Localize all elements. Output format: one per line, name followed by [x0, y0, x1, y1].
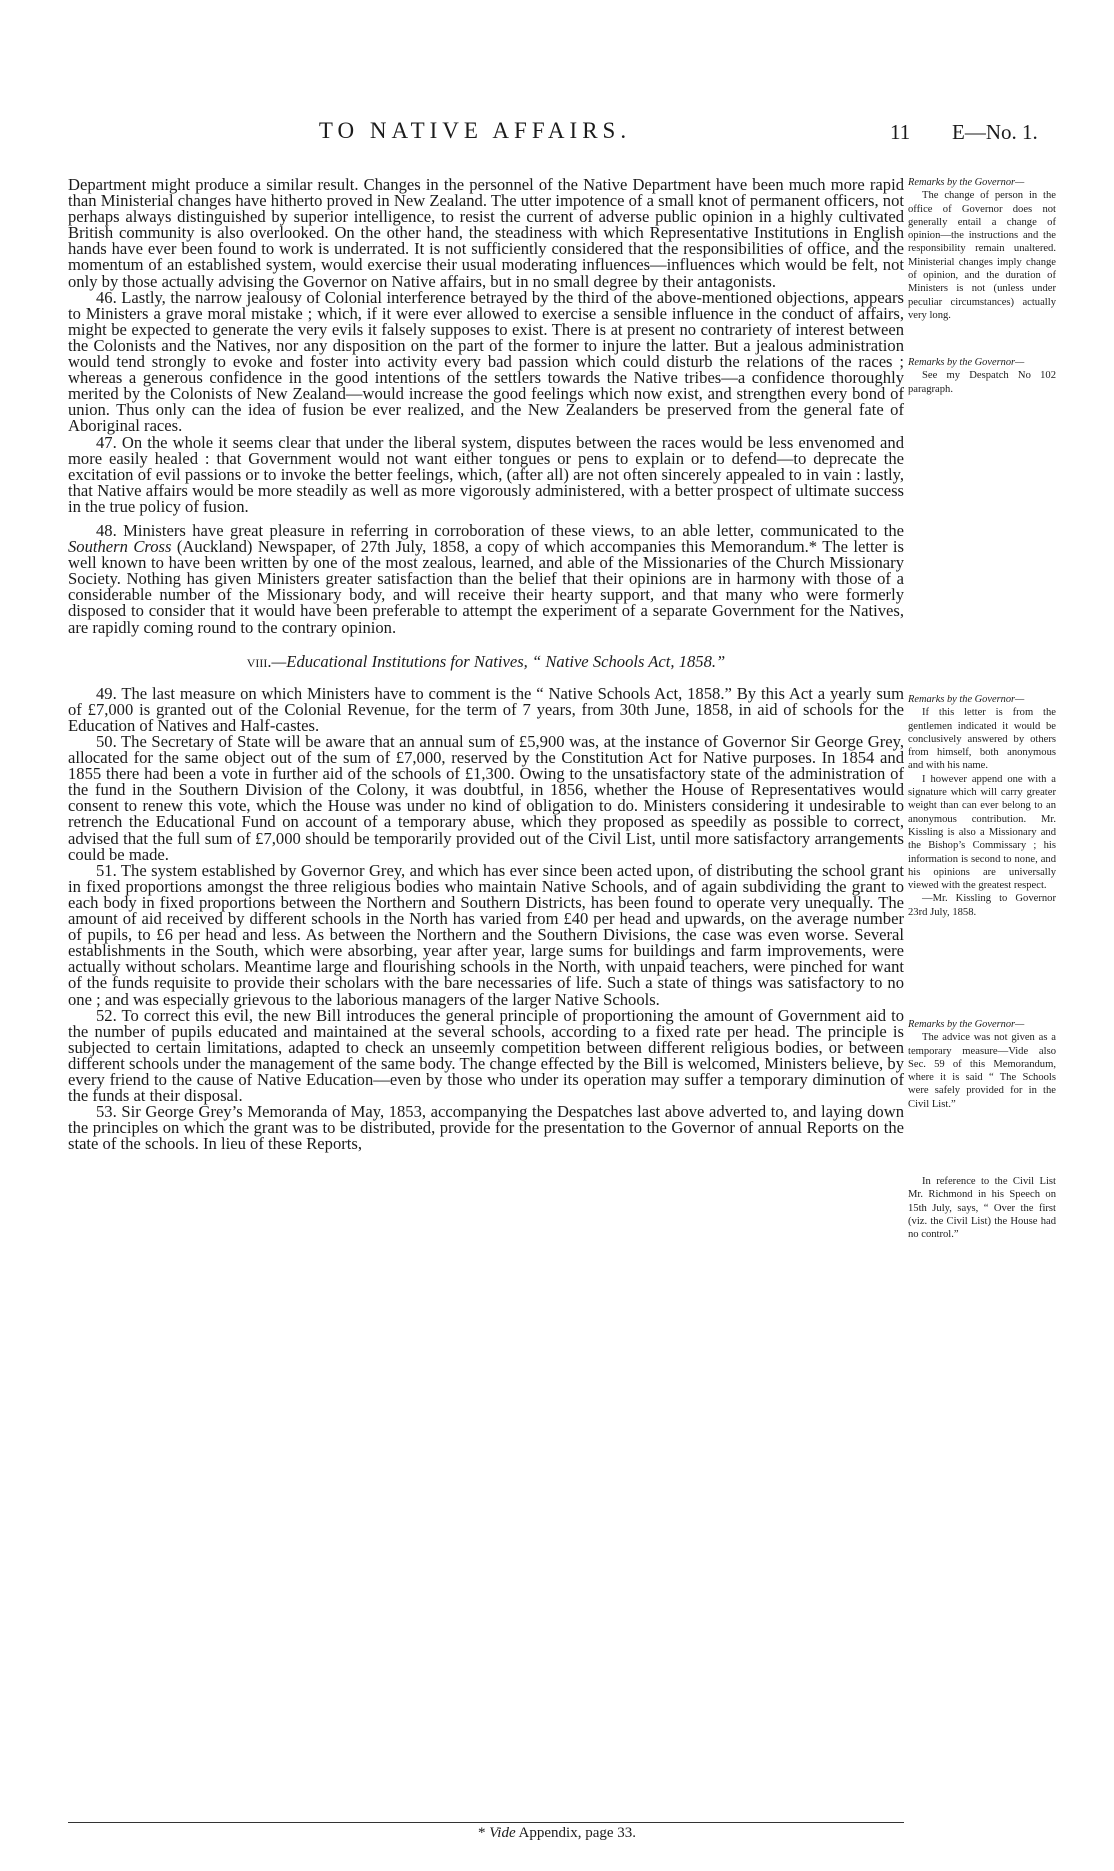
section-title: —Educational Institutions for Natives, [271, 651, 528, 671]
section-act-name: “ Native Schools Act, 1858.” [527, 651, 726, 671]
section-numeral: viii. [246, 651, 272, 671]
margin-note-text: The advice was not given as a temporary measure—Vide also Sec. 59 of this Memorandum, where it is said “ The Schools were safely provided for in the Civil List.” [908, 1032, 1056, 1110]
margin-note-text-continued: I however append one with a signature which will carry greater weight than can ever belong to an anonymous contribution. Mr. Kissling is also a Missionary and the Bishop’s Commissary ; his information is second to none, and his opinions are universally viewed with the greatest respect. [908, 773, 1056, 892]
paragraph-48-part-b: (Auckland) Newspaper, of 27th July, 1858, a copy of which accompanies this Memorandum.* The letter is well known to have been written by one of the most zealous, learned, and able of the Missionaries of the Church Missionary Society. Nothing has given Ministers greater satisfaction than the belief that their opinions are in harmony with those of a considerable number of the Missionary body, and will receive their hearty support, and that many who were formerly disposed to consider that it would have been preferable to attempt the experiment of a separate Government for the Natives, are rapidly coming round to the contrary opinion. [68, 537, 905, 637]
footnote-vide: Vide [489, 1825, 516, 1841]
main-text-column [68, 177, 904, 1152]
margin-note-label: Remarks by the Governor— [908, 357, 1025, 368]
paragraph-51: 51. The system established by Governor Grey, and which has ever since been acted upon, of distributing the school grant in fixed proportions amongst the three religious bodies who maintain Native Schools, and of again subdividing the grant to each body in fixed proportions between the Northern and Southern Districts, has been found to operate very unequally. The amount of aid received by different schools in the North has varied from £40 per head and upwards, on the average number of pupils, to £6 per head and less. As between the Northern and the Southern Divisions, the case was even worse. Several establishments in the South, which were absorbing, year after year, large sums for buildings and farm improvements, were actually without scholars. Meantime large and flourishing schools in the North, with unpaid teachers, were pinched for want of the funds requisite to provide their scholars with the bare necessaries of life. Such a state of things was satisfactory to no one ; and was especially grievous to the laborious managers of the larger Native Schools. [68, 860, 904, 1009]
margin-note-label: Remarks by the Governor— [908, 1019, 1025, 1030]
margin-note-1 [908, 176, 1056, 322]
footnote-text: Appendix, page 33. [515, 1825, 637, 1841]
footnote-rule [68, 1822, 904, 1823]
margin-note-2 [908, 356, 1056, 396]
margin-note-signature: —Mr. Kissling to Governor 23rd July, 1858. [908, 893, 1056, 918]
paragraph-50: 50. The Secretary of State will be aware that an annual sum of £5,900 was, at the instance of Governor Sir George Grey, allocated for the same object out of the sum of £7,000, reserved by the Constitution Act for Native purposes. In 1854 and 1855 there had been a vote in further aid of the schools of £1,300. Owing to the unsatisfactory state of the administration of the fund in the Southern Division of the Colony, it was doubtful, in 1856, whether the House of Representatives would consent to renew this vote, which the House was under no kind of obligation to do. Ministers considering it undesirable to retrench the Educational Fund on account of a temporary abuse, which they proposed as speedily as possible to correct, advised that the full sum of £7,000 should be temporarily provided out of the Civil List, until more satisfactory arrangements could be made. [68, 732, 904, 864]
paper-reference: E—No. 1. [952, 120, 1038, 144]
paragraph-48-part-a: 48. Ministers have great pleasure in referring in corroboration of these views, to an able letter, communicated to the [96, 520, 904, 540]
paragraph-52: 52. To correct this evil, the new Bill introduces the general principle of proportioning the amount of Government aid to the number of pupils educated and maintained at the several schools, according to a fixed rate per head. The principle is subjected to certain limitations, adapted to check an unseemly competition between different religious bodies, or between different schools under the management of the same body. The change effected by the Bill is welcomed, Ministers believe, by every friend to the cause of Native Education—even by those who under its operation may suffer a temporary diminution of the funds at their disposal. [68, 1005, 904, 1106]
paragraph-49: 49. The last measure on which Ministers have to comment is the “ Native Schools Act, 1858.” By this Act a yearly sum of £7,000 is granted out of the Colonial Revenue, for the term of 7 years, from 30th June, 1858, in aid of schools for the Education of Natives and Half-castes. [68, 683, 904, 735]
margin-note-4 [908, 1018, 1056, 1111]
margin-note-text: If this letter is from the gentlemen indicated it would be conclusively answered by others from himself, both anonymous and with his name. [908, 707, 1056, 772]
paragraph-48 [68, 520, 905, 637]
page-number: 11 [890, 120, 911, 144]
margin-note-label: Remarks by the Governor— [908, 177, 1025, 188]
paragraph-continued: Department might produce a similar result. Changes in the personnel of the Native Department have been much more rapid than Ministerial changes have hitherto proved in New Zealand. The utter impotence of a small knot of permanent officers, not perhaps always distinguished by superior intelligence, to resist the current of adverse public opinion in a highly cultivated British community is also overlooked. On the other hand, the steadiness with which Representative Institutions in English hands have ever been found to work is underrated. It is not sufficiently considered that the responsibilities of office, and the momentum of an established system, would exercise their usual moderating influences—influences which would be felt, not only by those actually advising the Governor on Native affairs, but in no small degree by their antagonists. [68, 175, 904, 291]
paragraph-53: 53. Sir George Grey’s Memoranda of May, 1853, accompanying the Despatches last above adverted to, and laying down the principles on which the grant was to be distributed, provide for the presentation to the Governor of annual Reports on the state of the schools. In lieu of these Reports, [68, 1102, 904, 1154]
paragraph-47: 47. On the whole it seems clear that under the liberal system, disputes between the races would be less envenomed and more easily healed : that Government would not want either tongues or pens to explain or to defend—to deprecate the excitation of evil passions or to invoke the better feelings, which, (after all) are not often sincerely appealed to in vain : lastly, that Native affairs would be more steadily as well as more vigorously administered, with a better prospect of ultimate success in the true policy of fusion. [68, 432, 904, 516]
margin-note-text: See my Despatch No 102 paragraph. [908, 370, 1056, 395]
footnote-mark: * [477, 1825, 490, 1841]
paragraph-46: 46. Lastly, the narrow jealousy of Colonial interference betrayed by the third of the above-mentioned objections, appears to Ministers a grave moral mistake ; which, if it were ever allowed to exercise a sensible influence in the conduct of affairs, might be expected to generate the very evils it falsely supposes to exist. There is at present no contrariety of interest between the Colonists and the Natives, nor any disposition on the part of the former to injure the latter. But a jealous administration would tend strongly to evoke and foster into activity every bad passion which could disturb the relations of the races ; whereas a generous confidence in the good intentions of the settlers towards the Native tribes—a confidence thoroughly merited by the Colonists of New Zealand—would increase the good feelings which now exist, and strengthen every bond of union. Thus only can the idea of fusion be ever realized, and the New Zealanders be preserved from the general fate of Aboriginal races. [68, 287, 904, 436]
margin-note-5 [908, 1175, 1056, 1241]
section-heading [68, 651, 904, 671]
margin-note-label: Remarks by the Governor— [908, 694, 1025, 705]
newspaper-name: Southern Cross [68, 537, 172, 557]
margin-note-text: In reference to the Civil List Mr. Richmond in his Speech on 15th July, says, “ Over the first (viz. the Civil List) the House had no control.” [908, 1176, 1056, 1241]
footnote [0, 1825, 1114, 1842]
running-head-title: TO NATIVE AFFAIRS. [318, 118, 632, 143]
margin-note-3 [908, 693, 1056, 919]
margin-note-text: The change of person in the office of Governor does not generally entail a change of opinion—the instructions and the responsibility remain unaltered. Ministerial changes imply change of opinion, and the duration of Ministers is not (unless under peculiar circumstances) actually very long. [908, 190, 1056, 321]
